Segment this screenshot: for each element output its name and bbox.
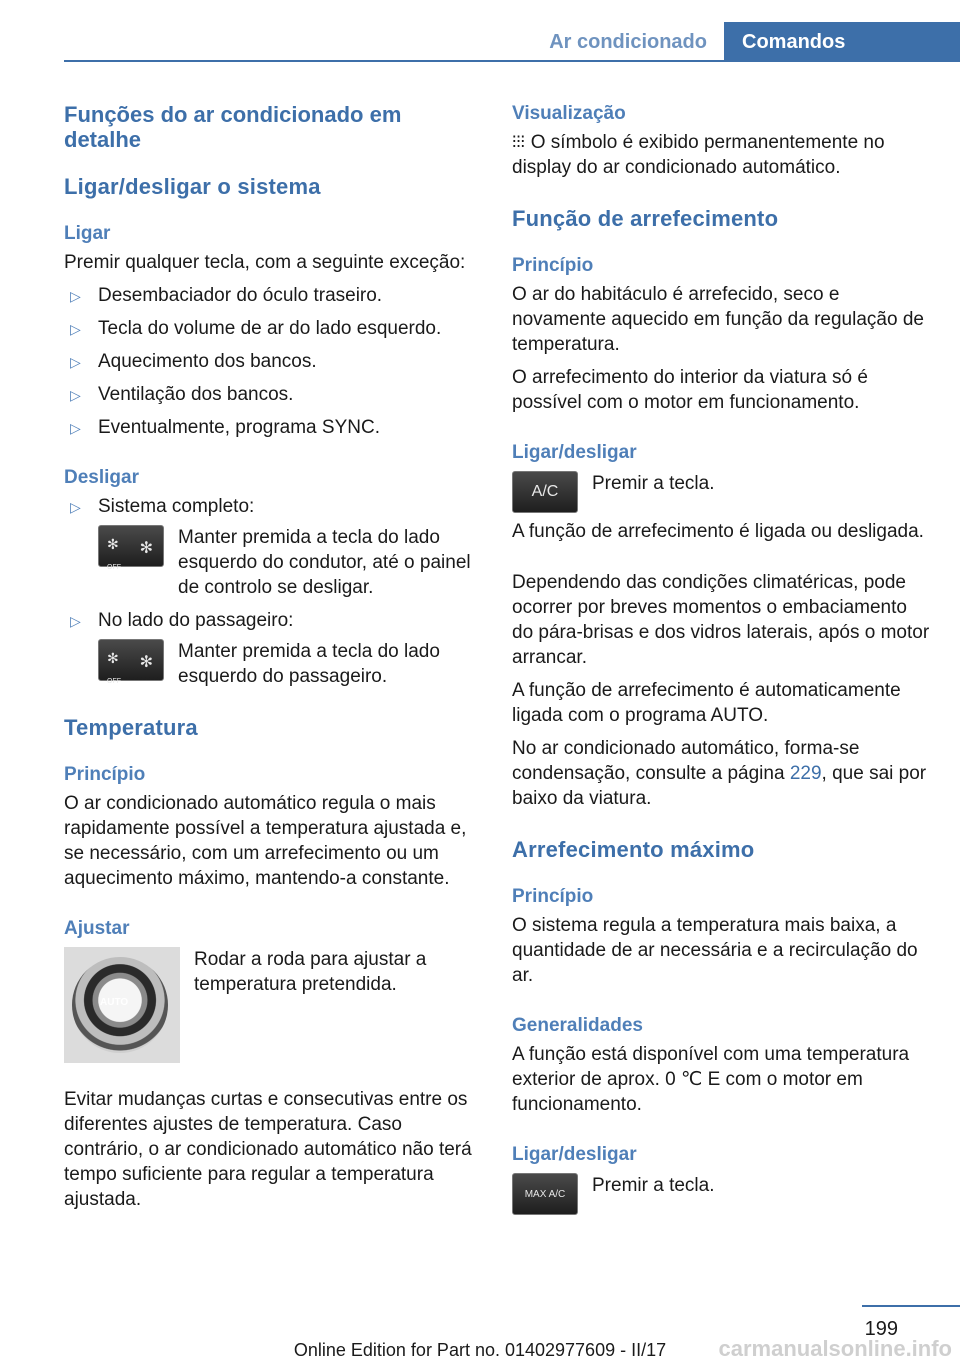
watermark: carmanualsonline.info bbox=[718, 1336, 952, 1361]
subheading-on: Ligar bbox=[64, 223, 111, 244]
bullet-icon: ▷ bbox=[70, 354, 81, 370]
fan-icon: ✻ OFF bbox=[107, 536, 121, 571]
ac-press-text: Premir a tecla. bbox=[592, 473, 715, 494]
right-column bbox=[512, 102, 930, 1221]
max-ac-button-image: MAX A/C bbox=[512, 1173, 578, 1215]
fan-off-button-image bbox=[98, 525, 164, 571]
subheading-onoff: Ligar/desligar bbox=[512, 1144, 637, 1165]
edition-footer: Online Edition for Part no. 01402977609 - II/17 bbox=[293, 1340, 667, 1360]
max-principle-text: O sistema regula a temperatura mais baixa, a quantidade de ar necessária e a recirculação do ar. bbox=[512, 915, 918, 986]
list-item: ▷ Sistema completo: ✻ OFF ✻ Manter premida a tecla do lado esquerdo do condutor, até o painel de controlo se desligar. bbox=[64, 494, 480, 600]
page-title: Funções do ar condicionado em detalhe bbox=[64, 102, 402, 152]
fan-off-button-image bbox=[98, 639, 164, 685]
list-item: ▷ No lado do passageiro: ✻ OFF ✻ Manter premida a tecla do lado esquerdo do passageiro. bbox=[64, 608, 480, 689]
page-number: 199 bbox=[864, 1318, 898, 1340]
page-link[interactable]: 229 bbox=[789, 763, 822, 784]
header-active-tab: Comandos bbox=[724, 22, 960, 62]
on-text: Premir qualquer tecla, com a seguinte exceção: bbox=[64, 252, 466, 273]
bullet-icon: ▷ bbox=[70, 321, 81, 337]
ac-toggle-text: A função de arrefecimento é ligada ou desligada. bbox=[512, 521, 924, 542]
cooling-principle-text-2: O arrefecimento do interior da viatura só é possível com o motor em funcionamento. bbox=[512, 367, 868, 413]
section-heading-temperature: Temperatura bbox=[64, 715, 198, 740]
header-rule bbox=[64, 60, 960, 62]
subheading-principle: Princípio bbox=[512, 255, 594, 276]
off-list bbox=[64, 494, 480, 689]
ac-button-image: A/C bbox=[512, 471, 578, 513]
list-item: ▷ Aquecimento dos bancos. bbox=[64, 349, 480, 374]
adjust-text: Rodar a roda para ajustar a temperatura pretendida. bbox=[194, 949, 427, 995]
section-heading-cooling: Função de arrefecimento bbox=[512, 206, 779, 231]
off-item2-desc: Manter premida a tecla do lado esquerdo do passageiro. bbox=[178, 641, 440, 687]
cooling-text-4: A função de arrefecimento é automaticamente ligada com o programa AUTO. bbox=[512, 680, 901, 726]
footer-rule bbox=[862, 1305, 960, 1307]
subheading-onoff: Ligar/desligar bbox=[512, 442, 637, 463]
condensation-icon: ⫶⫶⫶ bbox=[512, 133, 525, 152]
subheading-display: Visualização bbox=[512, 103, 626, 124]
temperature-note: Evitar mudanças curtas e consecutivas entre os diferentes ajustes de temperatura. Caso contrário, o ar condicionado automático não terá tempo suficiente para regular a temperatura ajustada. bbox=[64, 1089, 472, 1210]
subheading-principle: Princípio bbox=[512, 886, 594, 907]
fan-icon: ✻ OFF bbox=[107, 650, 121, 685]
bullet-icon: ▷ bbox=[70, 613, 81, 629]
off-item1-desc: Manter premida a tecla do lado esquerdo do condutor, até o painel de controlo se desligar. bbox=[178, 527, 471, 598]
subheading-off: Desligar bbox=[64, 467, 139, 488]
bullet-icon: ▷ bbox=[70, 499, 81, 515]
fan-icon: ✻ bbox=[139, 540, 153, 557]
bullet-icon: ▷ bbox=[70, 387, 81, 403]
list-item: ▷ Eventualmente, programa SYNC. bbox=[64, 415, 480, 440]
cooling-principle-text: O ar do habitáculo é arrefecido, seco e novamente aquecido em função da regulação de temperatura. bbox=[512, 284, 924, 355]
temperature-knob-image: AUTO bbox=[64, 947, 180, 1063]
section-heading-max-cooling: Arrefecimento máximo bbox=[512, 837, 755, 862]
left-column bbox=[64, 102, 480, 1220]
fan-icon: ✻ bbox=[139, 654, 153, 671]
list-item: ▷ Tecla do volume de ar do lado esquerdo. bbox=[64, 316, 480, 341]
subheading-adjust: Ajustar bbox=[64, 918, 130, 939]
section-heading-onoff: Ligar/desligar o sistema bbox=[64, 174, 321, 199]
on-exception-list bbox=[64, 283, 480, 440]
bullet-icon: ▷ bbox=[70, 288, 81, 304]
header-section-tab: Ar condicionado bbox=[549, 31, 707, 53]
max-press-text: Premir a tecla. bbox=[592, 1175, 715, 1196]
cooling-text-5: No ar condicionado automático, forma-se condensação, consulte a página 229, que sai por baixo da viatura. bbox=[512, 738, 927, 809]
list-item: ▷ Ventilação dos bancos. bbox=[64, 382, 480, 407]
cooling-text-3: Dependendo das condições climatéricas, pode ocorrer por breves momentos o embaciamento do pára-brisas e dos vidros laterais, após o motor arrancar. bbox=[512, 572, 930, 668]
temperature-principle-text: O ar condicionado automático regula o mais rapidamente possível a temperatura ajustada e, se necessário, com um arrefecimento ou um aquecimento máximo, mantendo-a constante. bbox=[64, 793, 467, 889]
subheading-general: Generalidades bbox=[512, 1015, 643, 1036]
display-text: ⫶⫶⫶ O símbolo é exibido permanentemente no display do ar condicionado automático. bbox=[512, 132, 885, 178]
list-item: ▷ Desembaciador do óculo traseiro. bbox=[64, 283, 480, 308]
max-general-text: A função está disponível com uma temperatura exterior de aprox. 0 ℃ E com o motor em funcionamento. bbox=[512, 1044, 910, 1115]
subheading-principle: Princípio bbox=[64, 764, 146, 785]
bullet-icon: ▷ bbox=[70, 420, 81, 436]
